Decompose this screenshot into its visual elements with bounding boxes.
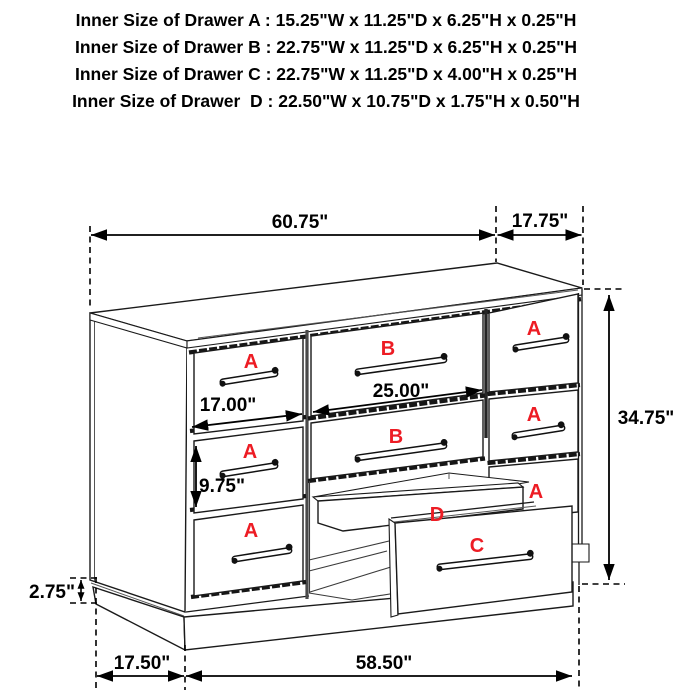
dim-base-front-width-text: 58.50" xyxy=(355,653,413,674)
dim-top-depth-text: 17.75" xyxy=(511,211,569,232)
label-d: D xyxy=(429,504,445,526)
label-b-2: B xyxy=(388,426,404,448)
label-a-right-2: A xyxy=(526,404,542,426)
label-a-left-1: A xyxy=(243,351,259,373)
label-a-right-1: A xyxy=(526,318,542,340)
dim-left-drawer-width-text: 17.00" xyxy=(199,395,257,416)
dim-overall-height-text: 34.75" xyxy=(617,408,675,429)
dim-base-side-depth-text: 17.50" xyxy=(113,653,171,674)
spec-line-drawer-d: Inner Size of Drawer D : 22.50"W x 10.75"D x 1.75"H x 0.50"H xyxy=(72,91,580,111)
left-side-panel xyxy=(90,313,187,612)
dim-base-height-text: 2.75" xyxy=(29,582,75,603)
label-a-left-2: A xyxy=(242,441,258,463)
dim-drawer-stack-height-text: 9.75" xyxy=(199,476,245,497)
label-b-1: B xyxy=(380,338,396,360)
dimension-overall-height xyxy=(582,289,674,584)
label-c: C xyxy=(469,535,485,557)
dim-top-width-text: 60.75" xyxy=(271,212,329,233)
spec-line-drawer-c: Inner Size of Drawer C : 22.75"W x 11.25"D x 4.00"H x 0.25"H xyxy=(74,64,578,84)
dim-middle-drawer-width-text: 25.00" xyxy=(372,381,430,402)
label-a-left-3: A xyxy=(243,520,259,542)
spec-line-drawer-b: Inner Size of Drawer B : 22.75"W x 11.25"D x 6.25"H x 0.25"H xyxy=(74,37,578,57)
spec-line-drawer-a: Inner Size of Drawer A : 15.25"W x 11.25"D x 6.25"H x 0.25"H xyxy=(75,10,577,30)
right-foot xyxy=(571,544,589,562)
label-a-right-3: A xyxy=(528,481,544,503)
dimension-base-height xyxy=(29,578,98,603)
